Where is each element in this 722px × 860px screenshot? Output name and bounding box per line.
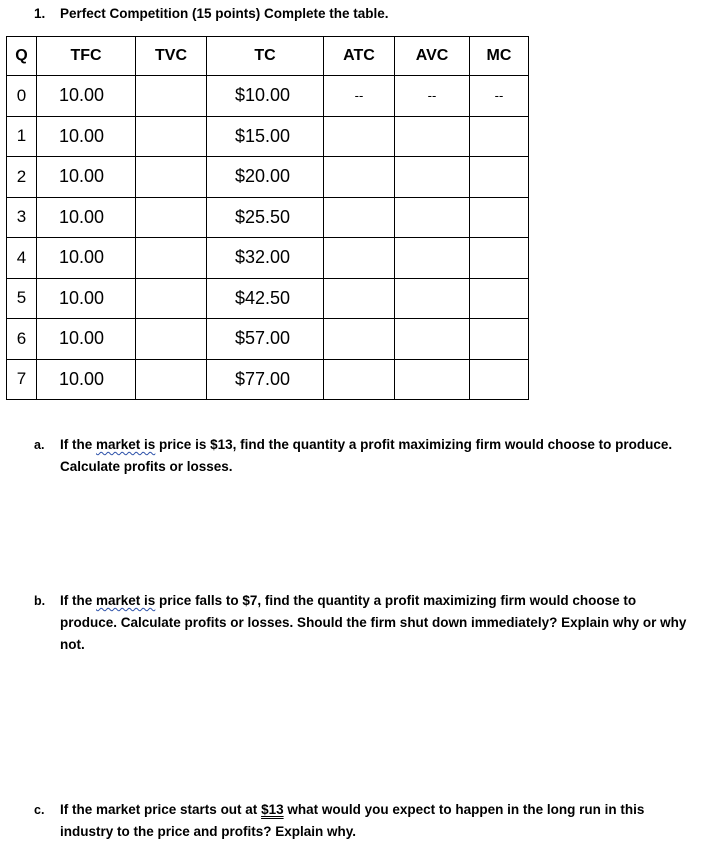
cell-atc[interactable] (324, 197, 395, 238)
problem-heading (34, 6, 389, 21)
header-tvc: TVC (136, 37, 207, 76)
cell-mc[interactable] (470, 197, 529, 238)
cell-avc[interactable] (395, 319, 470, 360)
cell-atc[interactable] (324, 278, 395, 319)
question-c (34, 799, 694, 843)
cell-mc: -- (470, 76, 529, 117)
cell-q: 0 (7, 76, 37, 117)
cell-tc: $32.00 (207, 238, 324, 279)
cell-avc[interactable] (395, 157, 470, 198)
cell-tvc[interactable] (136, 76, 207, 117)
cell-tfc: 10.00 (37, 238, 136, 279)
cell-tc: $57.00 (207, 319, 324, 360)
cell-tvc[interactable] (136, 319, 207, 360)
cell-tfc: 10.00 (37, 278, 136, 319)
cell-tc: $15.00 (207, 116, 324, 157)
cell-avc: -- (395, 76, 470, 117)
question-c-letter: c. (34, 803, 45, 817)
grammar-flag: $13 (261, 802, 284, 817)
cell-atc[interactable] (324, 238, 395, 279)
problem-number: 1. (34, 6, 46, 21)
cell-avc[interactable] (395, 238, 470, 279)
cell-q: 3 (7, 197, 37, 238)
cell-q: 4 (7, 238, 37, 279)
question-a-text: If the market is price is $13, find the quantity a profit maximizing firm would choose to produce. Calculate profits or losses. (60, 437, 673, 474)
table-row (7, 76, 529, 117)
cell-atc[interactable] (324, 157, 395, 198)
cell-q: 7 (7, 359, 37, 400)
cell-tfc: 10.00 (37, 157, 136, 198)
header-atc: ATC (324, 37, 395, 76)
cell-mc[interactable] (470, 157, 529, 198)
table-row (7, 116, 529, 157)
cell-tfc: 10.00 (37, 359, 136, 400)
problem-title: Perfect Competition (15 points) Complete the table. (60, 6, 389, 21)
header-q: Q (7, 37, 37, 76)
question-b-letter: b. (34, 594, 46, 608)
cell-tvc[interactable] (136, 116, 207, 157)
table-row (7, 278, 529, 319)
table-row (7, 197, 529, 238)
cell-tfc: 10.00 (37, 76, 136, 117)
cell-mc[interactable] (470, 116, 529, 157)
spelling-flag: market is (96, 437, 156, 452)
cell-q: 2 (7, 157, 37, 198)
cell-tc: $10.00 (207, 76, 324, 117)
cell-tvc[interactable] (136, 157, 207, 198)
cell-atc[interactable] (324, 319, 395, 360)
cell-q: 1 (7, 116, 37, 157)
header-avc: AVC (395, 37, 470, 76)
cell-tfc: 10.00 (37, 197, 136, 238)
cell-tfc: 10.00 (37, 319, 136, 360)
question-b (34, 590, 694, 656)
table-row (7, 238, 529, 279)
header-tfc: TFC (37, 37, 136, 76)
cost-table (6, 36, 529, 400)
table-row (7, 359, 529, 400)
cell-mc[interactable] (470, 359, 529, 400)
cell-tc: $25.50 (207, 197, 324, 238)
cell-mc[interactable] (470, 238, 529, 279)
header-tc: TC (207, 37, 324, 76)
cell-atc[interactable] (324, 359, 395, 400)
cell-avc[interactable] (395, 278, 470, 319)
cell-avc[interactable] (395, 359, 470, 400)
cell-avc[interactable] (395, 197, 470, 238)
question-c-text: If the market price starts out at $13 what would you expect to happen in the long run in this industry to the price and profits? Explain why. (60, 802, 645, 839)
cell-tc: $77.00 (207, 359, 324, 400)
cell-tvc[interactable] (136, 278, 207, 319)
cell-q: 5 (7, 278, 37, 319)
cell-q: 6 (7, 319, 37, 360)
spelling-flag: market is (96, 593, 156, 608)
table-row (7, 319, 529, 360)
cell-tfc: 10.00 (37, 116, 136, 157)
question-b-text: If the market is price falls to $7, find the quantity a profit maximizing firm would choose to produce. Calculate profits or losses. Should the firm shut down immediately? Explain why or why not. (60, 593, 687, 652)
cell-avc[interactable] (395, 116, 470, 157)
cell-tvc[interactable] (136, 197, 207, 238)
cell-tvc[interactable] (136, 238, 207, 279)
cell-tc: $20.00 (207, 157, 324, 198)
table-row (7, 157, 529, 198)
cell-tc: $42.50 (207, 278, 324, 319)
cell-mc[interactable] (470, 278, 529, 319)
table-header-row (7, 37, 529, 76)
header-mc: MC (470, 37, 529, 76)
cell-tvc[interactable] (136, 359, 207, 400)
cell-atc: -- (324, 76, 395, 117)
question-a-letter: a. (34, 438, 45, 452)
cell-mc[interactable] (470, 319, 529, 360)
question-a (34, 434, 694, 478)
cell-atc[interactable] (324, 116, 395, 157)
